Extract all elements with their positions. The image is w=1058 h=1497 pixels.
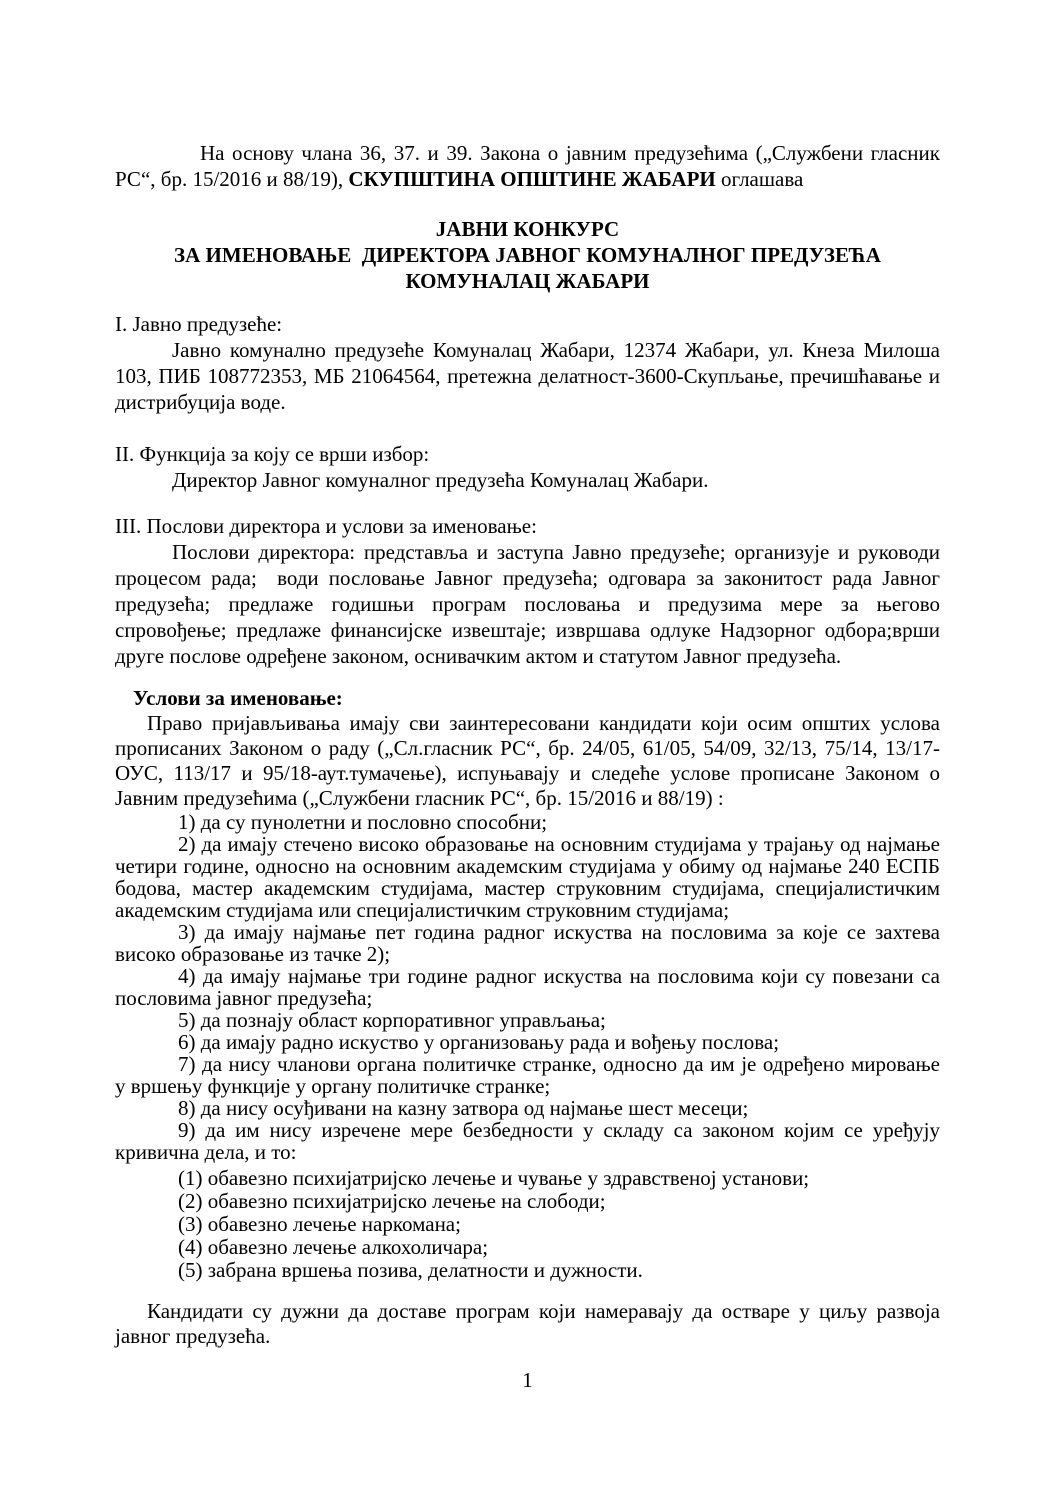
condition-subitem-3: (3) обавезно лечење наркомана;	[178, 1212, 461, 1236]
title-line-1: ЈАВНИ КОНКУРС	[435, 217, 620, 241]
conditions-heading: Услови за именовање:	[133, 686, 343, 710]
condition-item-2: 2) да имају стечено високо образовање на основним студијама у трајању од најмање четири године, односно на основним академским студијама у обиму од најмање 240 ЕСПБ бодова, мастер академским студијама, мастер струковним студијама, специјалистичким академским студијама или специјалистичким струковним студијама;	[115, 832, 946, 922]
page-number: 1	[522, 1368, 533, 1392]
section-3-heading: III. Послови директора и услови за именовање:	[115, 514, 537, 538]
title-line-2: ЗА ИМЕНОВАЊЕ ДИРЕКТОРА ЈАВНОГ КОМУНАЛНОГ ПРЕДУЗЕЋА	[174, 243, 881, 267]
intro-text-after: оглашава	[715, 167, 804, 191]
condition-subitem-1: (1) обавезно психијатријско лечење и чување у здравственој установи;	[178, 1166, 810, 1190]
condition-item-3: 3) да имају најмање пет година радног искуства на пословима за које се захтева високо образовање из тачке 2);	[115, 920, 946, 966]
condition-subitem-4: (4) обавезно лечење алкохоличара;	[178, 1235, 489, 1259]
condition-subitem-2: (2) обавезно психијатријско лечење на слободи;	[178, 1189, 606, 1213]
document-title	[115, 216, 940, 294]
condition-item-8: 8) да нису осуђивани на казну затвора од најмање шест месеци;	[178, 1096, 749, 1120]
condition-item-6: 6) да имају радно искуство у организовању рада и вођењу послова;	[178, 1030, 780, 1054]
section-1-heading: I. Јавно предузеће:	[115, 312, 283, 336]
security-measures-sublist	[115, 1167, 940, 1282]
conditions-list	[115, 810, 946, 1164]
condition-item-1: 1) да су пунолетни и пословно способни;	[178, 810, 548, 834]
section-2-body: Директор Јавног комуналног предузећа Комуналац Жабари.	[172, 468, 709, 492]
intro-paragraph	[115, 140, 946, 192]
condition-item-9: 9) да им нису изречене мере безбедности у складу са законом којим се уређују кривична дела, и то:	[115, 1118, 946, 1164]
conditions-intro: Право пријављивања имају сви заинтересовани кандидати који осим општих услова прописаних Законом о раду („Сл.гласник РС“, бр. 24/05, 61/05, 54/09, 32/13, 75/14, 13/17-ОУС, 113/17 и 95/18-аут.тумачење), испуњавају и следеће услове прописане Законом о Јавним предузећима („Службени гласник РС“, бр. 15/2016 и 88/19) :	[115, 711, 946, 810]
title-line-3: КОМУНАЛАЦ ЖАБАРИ	[405, 269, 650, 293]
condition-item-7: 7) да нису чланови органа политичке странке, односно да им је одређено мировање у вршењу функције у органу политичке странке;	[115, 1052, 946, 1098]
section-3-body: Послови директора: представља и заступа Јавно предузеће; организује и руководи процесом рада; води пословање Јавног предузећа; одговара за законитост рада Јавног предузећа; предлаже годишњи програм пословања и предузима мере за његово спровођење; предлаже финансијске извештаје; извршава одлуке Надзорног одбора;врши друге послове одређене законом, оснивачким актом и статутом Јавног предузећа.	[115, 540, 946, 668]
section-2-heading: II. Функција за коју се врши избор:	[115, 442, 430, 466]
condition-subitem-5: (5) забрана вршења позива, делатности и дужности.	[178, 1258, 643, 1282]
closing-paragraph: Кандидати су дужни да доставе програм који намеравају да остваре у циљу развоја јавног предузећа.	[115, 1299, 946, 1348]
condition-item-5: 5) да познају област корпоративног управљања;	[178, 1008, 606, 1032]
condition-item-4: 4) да имају најмање три године радног искуства на пословима који су повезани са пословима јавног предузећа;	[115, 964, 946, 1010]
section-1-body: Јавно комунално предузеће Комуналац Жабари, 12374 Жабари, ул. Кнеза Милоша 103, ПИБ 108772353, МБ 21064564, претежна делатност-3600-Скупљање, пречишћавање и дистрибуција воде.	[115, 338, 946, 414]
intro-text-before: На основу члана 36, 37. и 39. Закона о јавним предузећима („Службени гласник РС“, бр. 15/2016 и 88/19),	[115, 141, 946, 191]
intro-issuer-bold: СКУПШТИНА ОПШТИНЕ ЖАБАРИ	[348, 167, 716, 191]
